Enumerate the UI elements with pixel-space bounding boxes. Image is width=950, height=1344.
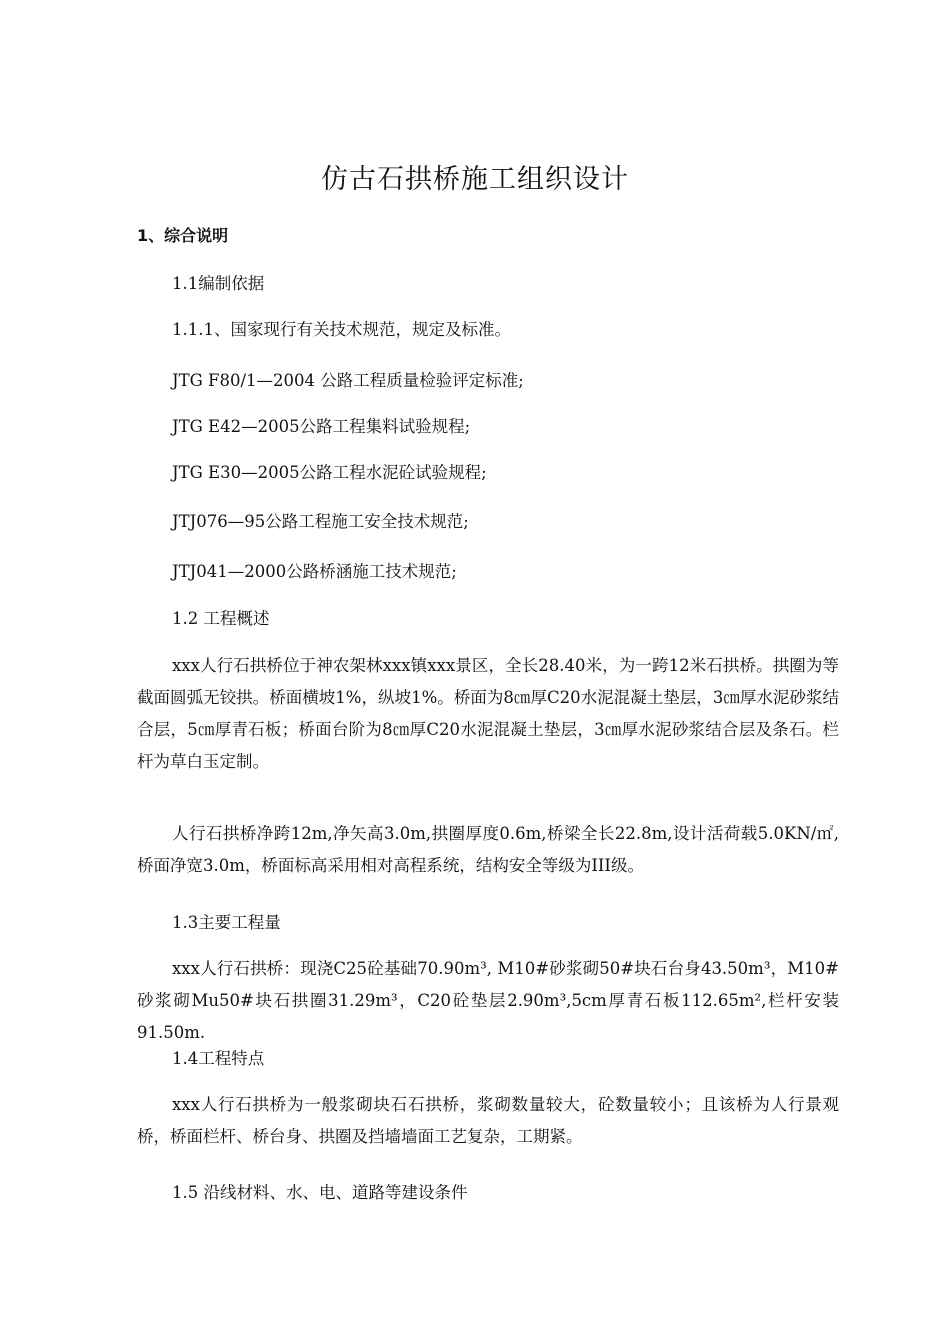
paragraph-features: xxx人行石拱桥为一般浆砌块石石拱桥，浆砌数量较大，砼数量较小；且该桥为人行景观桥，桥面栏杆、桥台身、拱圈及挡墙墙面工艺复杂，工期紧。 <box>137 1095 839 1146</box>
standard-item: JTJ041—2000公路桥涵施工技术规范; <box>172 562 457 581</box>
standard-item: JTG E42—2005公路工程集料试验规程; <box>172 417 471 436</box>
clause-1-1-1: 1.1.1、国家现行有关技术规范，规定及标准。 <box>172 320 511 339</box>
subsection-heading-1-4: 1.4工程特点 <box>172 1049 265 1068</box>
subsection-heading-1-3: 1.3主要工程量 <box>172 913 281 932</box>
paragraph-quantities: xxx人行石拱桥：现浇C25砼基础70.90m³, M10#砂浆砌50#块石台身43.50m³，M10#砂浆砌Mu50#块石拱圈31.29m³，C20砼垫层2.90m³,5cm厚青石板112.65m²,栏杆安装91.50m. <box>137 959 839 1042</box>
document-title: 仿古石拱桥施工组织设计 <box>321 164 629 195</box>
subsection-heading-1-2: 1.2 工程概述 <box>172 609 270 628</box>
subsection-heading-1-1: 1.1编制依据 <box>172 274 265 293</box>
section-heading-1: 1、综合说明 <box>137 226 229 245</box>
subsection-heading-1-5: 1.5 沿线材料、水、电、道路等建设条件 <box>172 1183 468 1202</box>
paragraph-overview: xxx人行石拱桥位于神农架林xxx镇xxx景区，全长28.40米，为一跨12米石拱桥。拱圈为等截面圆弧无铰拱。桥面横坡1%，纵坡1%。桥面为8㎝厚C20水泥混凝土垫层，3㎝厚水泥砂浆结合层，5㎝厚青石板；桥面台阶为8㎝厚C20水泥混凝土垫层，3㎝厚水泥砂浆结合层及条石。栏杆为草白玉定制。 <box>137 656 839 771</box>
standard-item: JTG F80/1—2004 公路工程质量检验评定标准; <box>172 371 524 390</box>
paragraph-bridge-specs: 人行石拱桥净跨12m,净矢高3.0m,拱圈厚度0.6m,桥梁全长22.8m,设计活荷载5.0KN/㎡,桥面净宽3.0m，桥面标高采用相对高程系统，结构安全等级为III级。 <box>137 824 839 875</box>
standard-item: JTJ076—95公路工程施工安全技术规范; <box>172 512 469 531</box>
standard-item: JTG E30—2005公路工程水泥砼试验规程; <box>172 463 487 482</box>
